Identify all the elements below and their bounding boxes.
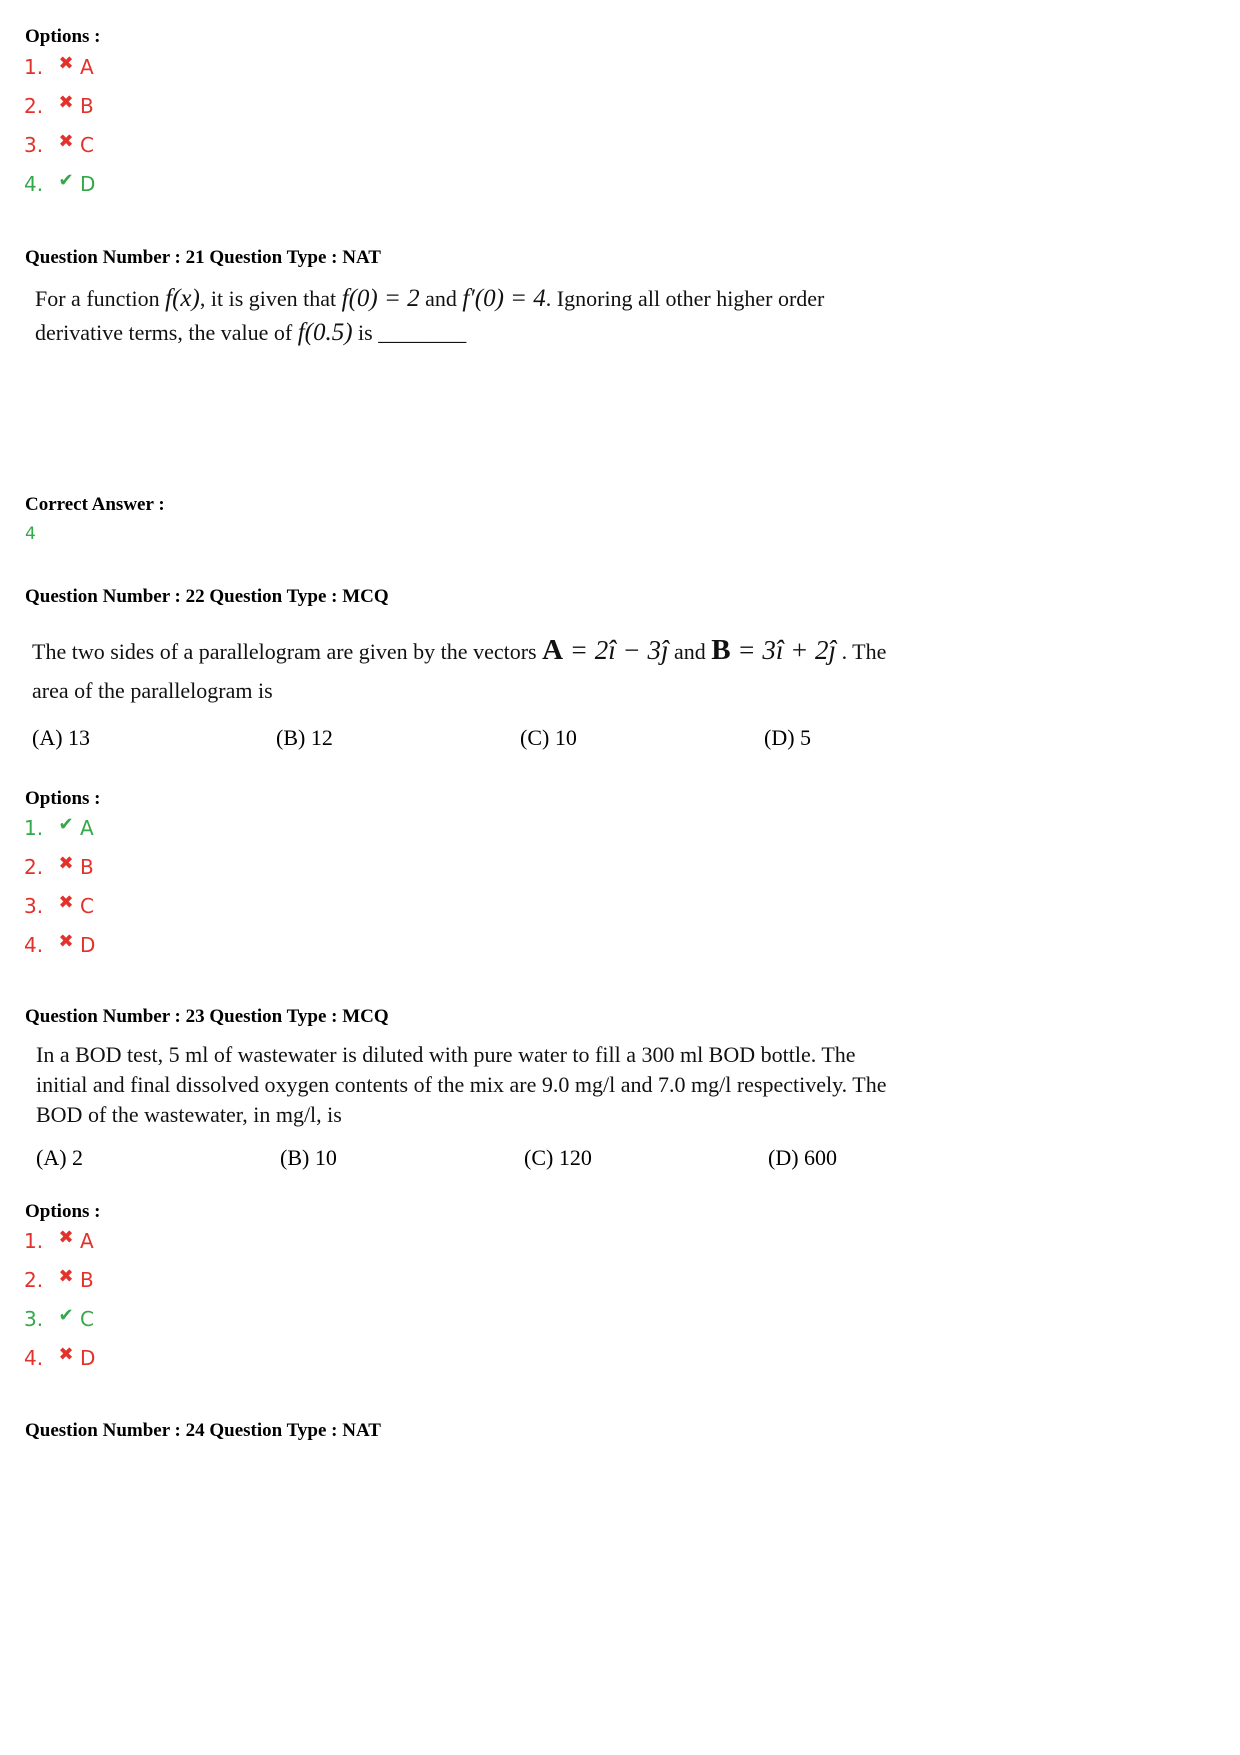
option-item (24, 53, 95, 81)
options-label: Options : (25, 1201, 101, 1222)
option-item (24, 1266, 95, 1294)
options-list (24, 814, 95, 970)
choice-b: (B) 12 (276, 725, 333, 750)
check-icon: ✔ (58, 1305, 74, 1326)
choice-a: (A) 13 (32, 725, 91, 750)
option-item (24, 92, 95, 120)
option-letter: A (80, 1229, 94, 1253)
option-item (24, 931, 95, 959)
option-number: 1. (24, 816, 44, 840)
option-item (24, 131, 95, 159)
option-item (24, 1227, 95, 1255)
correct-answer-label: Correct Answer : (25, 494, 165, 515)
choice-c: (C) 120 (524, 1145, 592, 1170)
option-letter: C (80, 1307, 94, 1331)
options-label: Options : (25, 26, 101, 47)
check-icon: ✔ (58, 170, 74, 191)
cross-icon: ✖ (58, 892, 74, 913)
option-number: 4. (24, 1346, 44, 1370)
option-number: 2. (24, 855, 44, 879)
choices-22 (32, 725, 1008, 751)
option-item (24, 814, 95, 842)
cross-icon: ✖ (58, 1344, 74, 1365)
option-item (24, 1344, 95, 1372)
correct-answer-value: 4 (25, 524, 36, 544)
option-number: 3. (24, 1307, 44, 1331)
cross-icon: ✖ (58, 92, 74, 113)
option-item (24, 1305, 95, 1333)
option-letter: D (80, 172, 96, 196)
options-list (24, 1227, 95, 1383)
option-letter: B (80, 1268, 94, 1292)
cross-icon: ✖ (58, 53, 74, 74)
choice-c: (C) 10 (520, 725, 577, 750)
question-text-23-line-3: BOD of the wastewater, in mg/l, is (36, 1102, 342, 1127)
question-text-23 (36, 1040, 1046, 1130)
option-number: 1. (24, 55, 44, 79)
option-item (24, 892, 95, 920)
choice-a: (A) 2 (36, 1145, 84, 1170)
choices-23 (36, 1145, 1012, 1171)
option-item (24, 853, 95, 881)
choice-b: (B) 10 (280, 1145, 337, 1170)
option-number: 3. (24, 894, 44, 918)
option-number: 3. (24, 133, 44, 157)
question-text-22 (32, 628, 1052, 708)
cross-icon: ✖ (58, 131, 74, 152)
question-text-23-line-2: initial and final dissolved oxygen contents of the mix are 9.0 mg/l and 7.0 mg/l respectively. The (36, 1072, 887, 1097)
question-text-21-line-2: derivative terms, the value of f(0.5) is ________ (35, 319, 467, 346)
option-number: 2. (24, 94, 44, 118)
option-letter: D (80, 933, 96, 957)
option-letter: B (80, 855, 94, 879)
question-text-21-line-1: For a function f(x), it is given that f(0) = 2 and f′(0) = 4. Ignoring all other higher order (35, 285, 825, 312)
option-letter: C (80, 133, 94, 157)
option-letter: C (80, 894, 94, 918)
cross-icon: ✖ (58, 931, 74, 952)
choice-d: (D) 5 (764, 725, 812, 750)
cross-icon: ✖ (58, 853, 74, 874)
options-list (24, 53, 95, 209)
question-text-22-line-1: The two sides of a parallelogram are given by the vectors A = 2î − 3ĵ and B = 3î + 2ĵ . The (32, 634, 887, 666)
cross-icon: ✖ (58, 1227, 74, 1248)
question-text-22-line-2: area of the parallelogram is (32, 678, 273, 703)
option-number: 1. (24, 1229, 44, 1253)
cross-icon: ✖ (58, 1266, 74, 1287)
option-letter: A (80, 816, 94, 840)
option-letter: A (80, 55, 94, 79)
check-icon: ✔ (58, 814, 74, 835)
option-number: 2. (24, 1268, 44, 1292)
option-letter: D (80, 1346, 96, 1370)
options-label: Options : (25, 788, 101, 809)
option-number: 4. (24, 172, 44, 196)
question-header-22: Question Number : 22 Question Type : MCQ (25, 586, 389, 607)
question-text-23-line-1: In a BOD test, 5 ml of wastewater is diluted with pure water to fill a 300 ml BOD bottle. The (36, 1042, 856, 1067)
question-header-21: Question Number : 21 Question Type : NAT (25, 247, 381, 268)
option-letter: B (80, 94, 94, 118)
question-text-21 (35, 282, 995, 350)
option-number: 4. (24, 933, 44, 957)
option-item (24, 170, 95, 198)
question-header-23: Question Number : 23 Question Type : MCQ (25, 1006, 389, 1027)
question-header-24: Question Number : 24 Question Type : NAT (25, 1420, 381, 1441)
choice-d: (D) 600 (768, 1145, 838, 1170)
